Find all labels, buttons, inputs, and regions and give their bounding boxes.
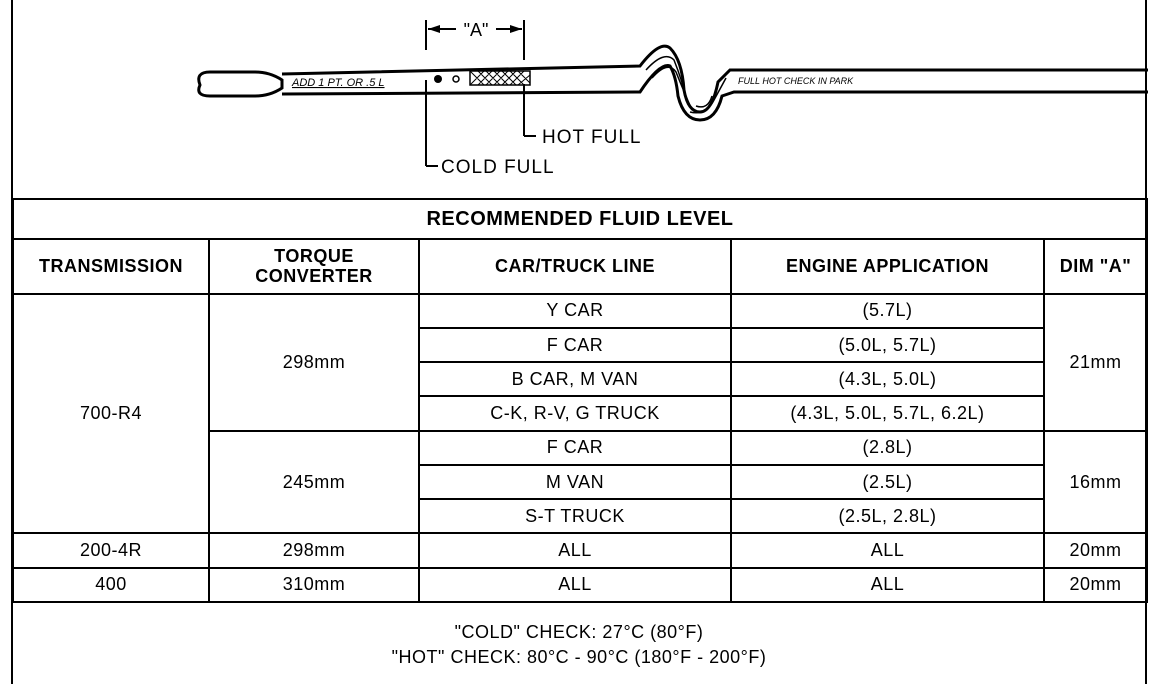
- header-torque-converter: [209, 239, 419, 293]
- cold-check-text: "COLD" CHECK: 27°C (80°F): [454, 622, 704, 642]
- hatch-zone: [470, 71, 530, 85]
- converter-cell: 310mm: [209, 568, 419, 602]
- car-truck-line-cell: F CAR: [419, 328, 731, 362]
- transmission-cell: 400: [13, 568, 209, 602]
- transmission-cell: 700-R4: [13, 294, 209, 534]
- stick-check-text: FULL HOT CHECK IN PARK: [738, 76, 854, 86]
- header-torque-converter-line2: CONVERTER: [255, 266, 373, 287]
- car-truck-line-cell: C-K, R-V, G TRUCK: [419, 396, 731, 430]
- engine-application-cell: (4.3L, 5.0L, 5.7L, 6.2L): [731, 396, 1044, 430]
- fluid-level-table: [12, 198, 1148, 603]
- header-engine-application: ENGINE APPLICATION: [731, 239, 1044, 293]
- header-car-truck-line: CAR/TRUCK LINE: [419, 239, 731, 293]
- engine-application-cell: ALL: [731, 533, 1044, 567]
- header-dim-a: DIM "A": [1044, 239, 1147, 293]
- hot-check-text: "HOT" CHECK: 80°C - 90°C (180°F - 200°F): [391, 647, 767, 667]
- hot-full-label: HOT FULL: [542, 127, 642, 148]
- header-row: [13, 239, 1147, 293]
- table-row: [13, 294, 1147, 328]
- check-temperature-footer: [12, 603, 1146, 684]
- dim-a-cell: 16mm: [1044, 431, 1147, 534]
- engine-application-cell: ALL: [731, 568, 1044, 602]
- car-truck-line-cell: M VAN: [419, 465, 731, 499]
- converter-cell: 298mm: [209, 533, 419, 567]
- dimension-a-label: "A": [463, 20, 489, 40]
- engine-application-cell: (2.8L): [731, 431, 1044, 465]
- dim-a-cell: 20mm: [1044, 568, 1147, 602]
- car-truck-line-cell: S-T TRUCK: [419, 499, 731, 533]
- dipstick-diagram: [0, 0, 1152, 205]
- car-truck-line-cell: B CAR, M VAN: [419, 362, 731, 396]
- converter-cell: 245mm: [209, 431, 419, 534]
- car-truck-line-cell: F CAR: [419, 431, 731, 465]
- engine-application-cell: (2.5L): [731, 465, 1044, 499]
- stick-add-text: ADD 1 PT. OR .5 L: [292, 77, 385, 89]
- table-row: [13, 533, 1147, 567]
- car-truck-line-cell: ALL: [419, 533, 731, 567]
- dim-a-cell: 21mm: [1044, 294, 1147, 431]
- dipstick-handle: [199, 72, 282, 96]
- table-row: [13, 568, 1147, 602]
- dim-a-cell: 20mm: [1044, 533, 1147, 567]
- table-caption: RECOMMENDED FLUID LEVEL: [13, 199, 1147, 239]
- engine-application-cell: (4.3L, 5.0L): [731, 362, 1044, 396]
- caption-row: [13, 199, 1147, 239]
- engine-application-cell: (5.0L, 5.7L): [731, 328, 1044, 362]
- cold-full-label: COLD FULL: [441, 157, 555, 178]
- car-truck-line-cell: ALL: [419, 568, 731, 602]
- car-truck-line-cell: Y CAR: [419, 294, 731, 328]
- header-torque-converter-line1: TORQUE: [274, 246, 354, 267]
- transmission-cell: 200-4R: [13, 533, 209, 567]
- dipstick-blade: [282, 46, 1148, 112]
- engine-application-cell: (5.7L): [731, 294, 1044, 328]
- header-transmission: TRANSMISSION: [13, 239, 209, 293]
- converter-cell: 298mm: [209, 294, 419, 431]
- engine-application-cell: (2.5L, 2.8L): [731, 499, 1044, 533]
